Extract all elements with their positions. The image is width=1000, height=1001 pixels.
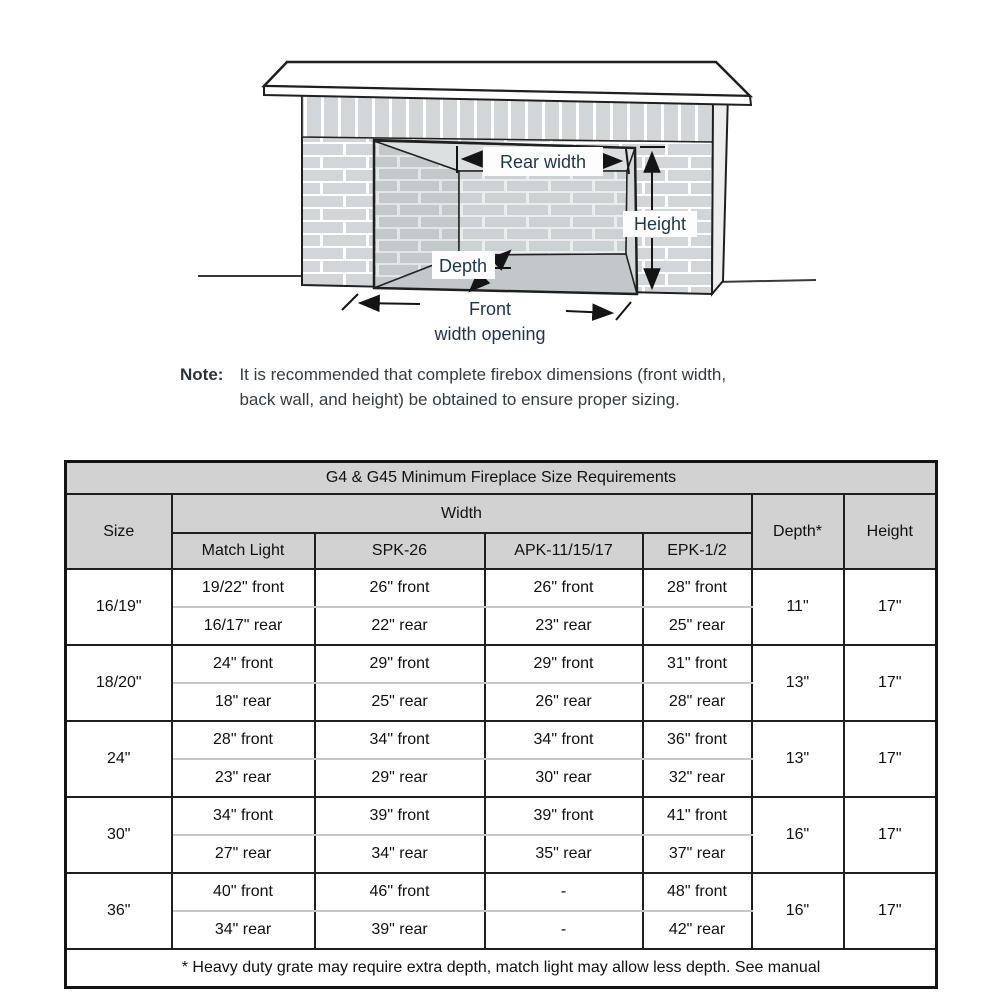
match-light-front: 34" front	[172, 797, 315, 835]
apk-rear: 26" rear	[485, 683, 643, 721]
apk-rear: -	[485, 911, 643, 949]
header-epk: EPK-1/2	[643, 533, 752, 569]
front-width-label-line1: Front	[468, 299, 512, 319]
match-light-front: 24" front	[172, 645, 315, 683]
epk-front: 28" front	[643, 569, 752, 607]
epk-front: 31" front	[643, 645, 752, 683]
match-light-front: 40" front	[172, 873, 315, 911]
height-cell: 17"	[844, 797, 937, 873]
apk-front: -	[485, 873, 643, 911]
apk-front: 26" front	[485, 569, 643, 607]
height-cell: 17"	[844, 873, 937, 949]
epk-front: 36" front	[643, 721, 752, 759]
spk26-rear: 34" rear	[315, 835, 485, 873]
header-height: Height	[844, 494, 937, 569]
table-row	[66, 873, 937, 911]
match-light-rear: 18" rear	[172, 683, 315, 721]
spk26-rear: 29" rear	[315, 759, 485, 797]
table-footnote: * Heavy duty grate may require extra depth, match light may allow less depth. See manual	[66, 949, 937, 988]
note-label: Note:	[180, 365, 224, 384]
size-cell: 18/20"	[66, 645, 172, 721]
size-cell: 30"	[66, 797, 172, 873]
epk-front: 48" front	[643, 873, 752, 911]
epk-rear: 42" rear	[643, 911, 752, 949]
epk-rear: 32" rear	[643, 759, 752, 797]
epk-front: 41" front	[643, 797, 752, 835]
depth-cell: 16"	[752, 797, 844, 873]
depth-cell: 11"	[752, 569, 844, 645]
note-text	[239, 362, 726, 412]
match-light-rear: 16/17" rear	[172, 607, 315, 645]
spk26-rear: 22" rear	[315, 607, 485, 645]
table-row	[66, 645, 937, 683]
epk-rear: 25" rear	[643, 607, 752, 645]
spk26-front: 34" front	[315, 721, 485, 759]
match-light-rear: 27" rear	[172, 835, 315, 873]
match-light-front: 28" front	[172, 721, 315, 759]
depth-cell: 16"	[752, 873, 844, 949]
apk-rear: 35" rear	[485, 835, 643, 873]
match-light-front: 19/22" front	[172, 569, 315, 607]
spk26-rear: 25" rear	[315, 683, 485, 721]
spk26-front: 46" front	[315, 873, 485, 911]
depth-cell: 13"	[752, 645, 844, 721]
size-cell: 24"	[66, 721, 172, 797]
table-header-row-1	[66, 494, 937, 533]
match-light-rear: 34" rear	[172, 911, 315, 949]
size-cell: 16/19"	[66, 569, 172, 645]
header-match-light: Match Light	[172, 533, 315, 569]
header-width-group: Width	[172, 494, 752, 533]
epk-rear: 37" rear	[643, 835, 752, 873]
rear-width-label: Rear width	[499, 152, 587, 172]
fireplace-size-table	[64, 460, 938, 989]
table-title-row	[66, 462, 937, 495]
note-line1: It is recommended that complete firebox dimensions (front width,	[239, 365, 727, 384]
header-depth: Depth*	[752, 494, 844, 569]
height-cell: 17"	[844, 645, 937, 721]
depth-cell: 13"	[752, 721, 844, 797]
spk26-front: 39" front	[315, 797, 485, 835]
spk26-rear: 39" rear	[315, 911, 485, 949]
front-width-label-line2: width opening	[434, 324, 546, 344]
spec-table-wrapper	[64, 460, 938, 989]
table-row	[66, 569, 937, 607]
table-row	[66, 797, 937, 835]
height-label: Height	[633, 214, 687, 234]
depth-label: Depth	[438, 256, 488, 276]
spk26-front: 26" front	[315, 569, 485, 607]
spk26-front: 29" front	[315, 645, 485, 683]
header-spk26: SPK-26	[315, 533, 485, 569]
note-line2: back wall, and height) be obtained to ensure proper sizing.	[239, 390, 680, 409]
apk-rear: 30" rear	[485, 759, 643, 797]
epk-rear: 28" rear	[643, 683, 752, 721]
apk-front: 29" front	[485, 645, 643, 683]
apk-rear: 23" rear	[485, 607, 643, 645]
match-light-rear: 23" rear	[172, 759, 315, 797]
header-apk: APK-11/15/17	[485, 533, 643, 569]
header-size: Size	[66, 494, 172, 569]
table-footnote-row	[66, 949, 937, 988]
apk-front: 34" front	[485, 721, 643, 759]
table-row	[66, 721, 937, 759]
height-cell: 17"	[844, 721, 937, 797]
height-cell: 17"	[844, 569, 937, 645]
table-title: G4 & G45 Minimum Fireplace Size Requirements	[66, 462, 937, 495]
size-cell: 36"	[66, 873, 172, 949]
note-block	[180, 362, 870, 412]
apk-front: 39" front	[485, 797, 643, 835]
